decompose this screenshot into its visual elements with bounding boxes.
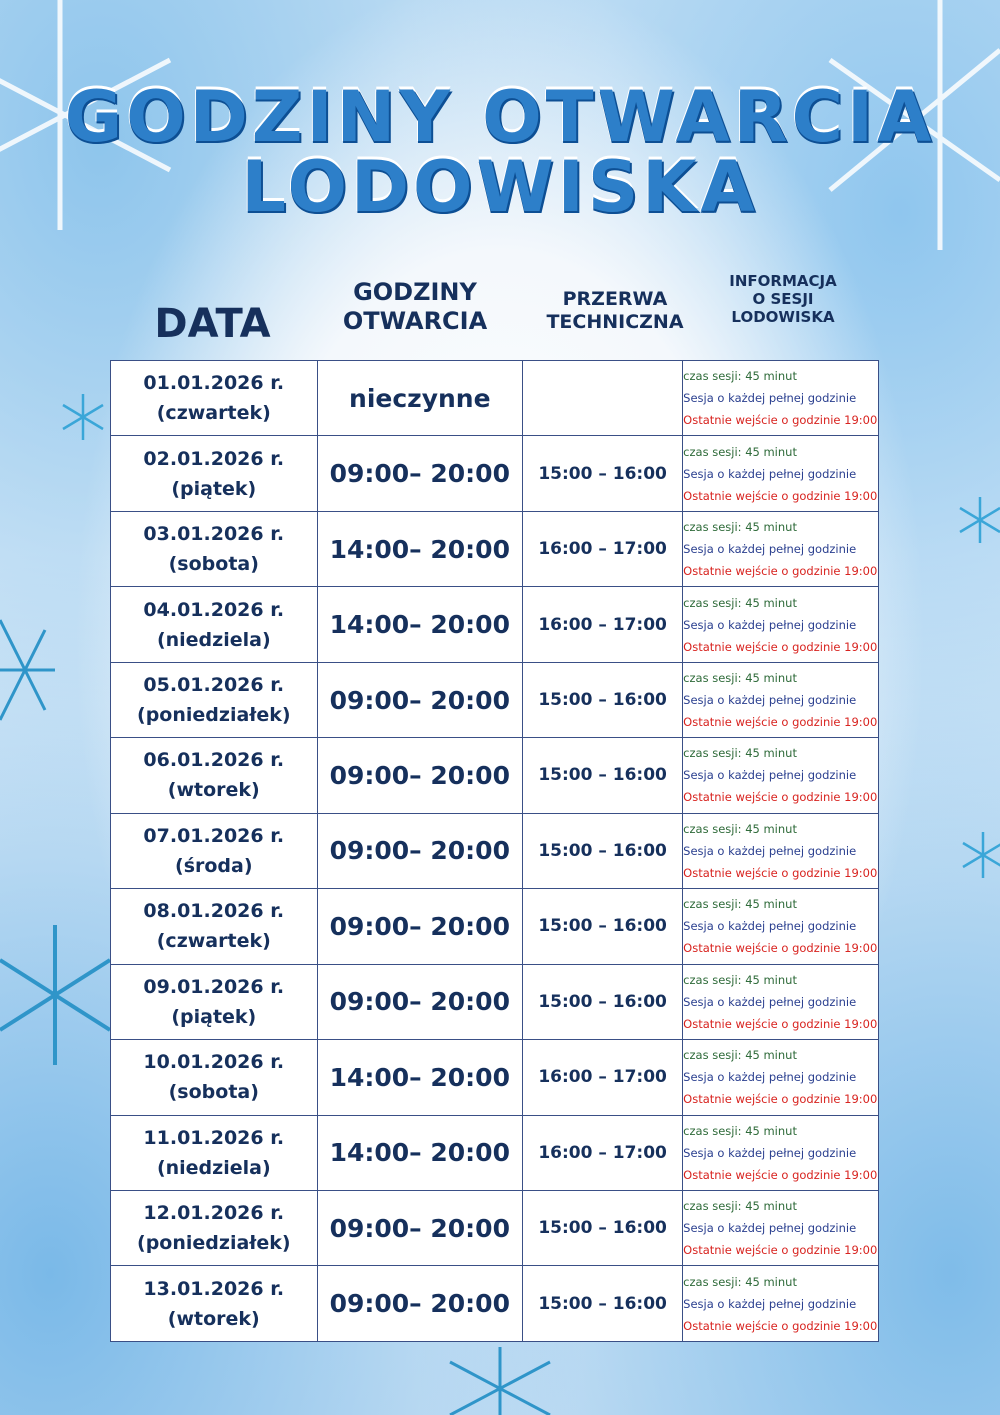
session-info-cell [683, 361, 879, 436]
technical-break-cell [523, 361, 683, 436]
header-break-line2: TECHNICZNA [546, 310, 684, 333]
opening-hours-cell: 09:00– 20:00 [317, 964, 522, 1039]
session-time-text: czas sesji: 45 minut [683, 1048, 797, 1063]
session-info-cell [683, 1115, 879, 1190]
table-row [111, 813, 879, 888]
table-row [111, 361, 879, 436]
date-text: 03.01.2026 r. [143, 523, 285, 546]
opening-hours-cell: 09:00– 20:00 [317, 1266, 522, 1342]
weekday-text: (czwartek) [156, 930, 271, 953]
header-technical-break [525, 288, 705, 334]
last-entry-text: Ostatnie wejście o godzinie 19:00 [683, 564, 878, 579]
date-text: 05.01.2026 r. [143, 674, 285, 697]
session-every-hour-text: Sesja o każdej pełnej godzinie [683, 542, 857, 557]
last-entry-text: Ostatnie wejście o godzinie 19:00 [683, 715, 878, 730]
session-every-hour-text: Sesja o każdej pełnej godzinie [683, 466, 857, 481]
table-row [111, 511, 879, 586]
opening-hours-cell: nieczynne [317, 361, 522, 436]
session-time-text: czas sesji: 45 minut [683, 595, 797, 610]
header-hours-line1: GODZINY [353, 278, 477, 306]
date-cell [111, 511, 318, 586]
schedule-table [110, 360, 879, 1342]
table-row [111, 587, 879, 662]
date-cell [111, 1115, 318, 1190]
date-text: 12.01.2026 r. [143, 1202, 285, 1225]
session-every-hour-text: Sesja o każdej pełnej godzinie [683, 919, 857, 934]
weekday-text: (wtorek) [167, 1307, 260, 1330]
date-cell [111, 1040, 318, 1115]
header-session-info [698, 272, 868, 326]
date-cell [111, 1190, 318, 1265]
table-row [111, 1115, 879, 1190]
snowflake-icon [0, 610, 60, 730]
technical-break-cell: 15:00 – 16:00 [523, 1190, 683, 1265]
last-entry-text: Ostatnie wejście o godzinie 19:00 [683, 1318, 878, 1333]
session-time-text: czas sesji: 45 minut [683, 972, 797, 987]
date-cell [111, 436, 318, 511]
table-row [111, 436, 879, 511]
snowflake-icon [440, 1342, 560, 1415]
last-entry-text: Ostatnie wejście o godzinie 19:00 [683, 941, 878, 956]
page-title-line2: LODOWISKA [241, 146, 759, 228]
weekday-text: (środa) [175, 854, 253, 877]
date-text: 04.01.2026 r. [143, 598, 285, 621]
table-row [111, 964, 879, 1039]
last-entry-text: Ostatnie wejście o godzinie 19:00 [683, 639, 878, 654]
opening-hours-cell: 09:00– 20:00 [317, 889, 522, 964]
last-entry-text: Ostatnie wejście o godzinie 19:00 [683, 1016, 878, 1031]
technical-break-cell: 15:00 – 16:00 [523, 738, 683, 813]
session-info-cell [683, 738, 879, 813]
table-row [111, 1190, 879, 1265]
session-info-cell [683, 1266, 879, 1342]
last-entry-text: Ostatnie wejście o godzinie 19:00 [683, 865, 878, 880]
technical-break-cell: 15:00 – 16:00 [523, 813, 683, 888]
opening-hours-cell: 09:00– 20:00 [317, 813, 522, 888]
opening-hours-cell: 09:00– 20:00 [317, 662, 522, 737]
date-cell [111, 889, 318, 964]
session-info-cell [683, 662, 879, 737]
header-date: DATA [154, 301, 271, 347]
date-text: 01.01.2026 r. [143, 372, 285, 395]
last-entry-text: Ostatnie wejście o godzinie 19:00 [683, 1092, 878, 1107]
last-entry-text: Ostatnie wejście o godzinie 19:00 [683, 488, 878, 503]
session-every-hour-text: Sesja o każdej pełnej godzinie [683, 1221, 857, 1236]
session-time-text: czas sesji: 45 minut [683, 1123, 797, 1138]
date-text: 10.01.2026 r. [143, 1051, 285, 1074]
session-every-hour-text: Sesja o każdej pełnej godzinie [683, 1296, 857, 1311]
session-every-hour-text: Sesja o każdej pełnej godzinie [683, 843, 857, 858]
last-entry-text: Ostatnie wejście o godzinie 19:00 [683, 413, 878, 428]
session-info-cell [683, 889, 879, 964]
header-opening-hours [310, 278, 520, 336]
date-cell [111, 964, 318, 1039]
session-time-text: czas sesji: 45 minut [683, 1274, 797, 1289]
technical-break-cell: 16:00 – 17:00 [523, 1040, 683, 1115]
last-entry-text: Ostatnie wejście o godzinie 19:00 [683, 790, 878, 805]
session-every-hour-text: Sesja o każdej pełnej godzinie [683, 768, 857, 783]
date-cell [111, 1266, 318, 1342]
date-text: 02.01.2026 r. [143, 447, 285, 470]
date-cell [111, 813, 318, 888]
session-time-text: czas sesji: 45 minut [683, 1199, 797, 1214]
session-info-cell [683, 1190, 879, 1265]
opening-hours-cell: 09:00– 20:00 [317, 1190, 522, 1265]
date-text: 08.01.2026 r. [143, 900, 285, 923]
weekday-text: (niedziela) [156, 1156, 271, 1179]
table-row [111, 1040, 879, 1115]
technical-break-cell: 15:00 – 16:00 [523, 1266, 683, 1342]
date-cell [111, 587, 318, 662]
technical-break-cell: 15:00 – 16:00 [523, 889, 683, 964]
snowflake-icon [958, 830, 1000, 880]
session-every-hour-text: Sesja o każdej pełnej godzinie [683, 994, 857, 1009]
opening-hours-cell: 14:00– 20:00 [317, 1115, 522, 1190]
weekday-text: (czwartek) [156, 402, 271, 425]
header-hours-line2: OTWARCIA [342, 306, 488, 335]
session-every-hour-text: Sesja o każdej pełnej godzinie [683, 1145, 857, 1160]
weekday-text: (sobota) [168, 1081, 259, 1104]
table-row [111, 1266, 879, 1342]
session-time-text: czas sesji: 45 minut [683, 897, 797, 912]
weekday-text: (piątek) [171, 477, 257, 500]
session-every-hour-text: Sesja o każdej pełnej godzinie [683, 693, 857, 708]
session-time-text: czas sesji: 45 minut [683, 821, 797, 836]
date-text: 09.01.2026 r. [143, 975, 285, 998]
session-time-text: czas sesji: 45 minut [683, 746, 797, 761]
date-cell [111, 361, 318, 436]
date-cell [111, 662, 318, 737]
session-time-text: czas sesji: 45 minut [683, 671, 797, 686]
weekday-text: (poniedziałek) [137, 1232, 291, 1255]
session-info-cell [683, 964, 879, 1039]
date-text: 11.01.2026 r. [143, 1126, 285, 1149]
last-entry-text: Ostatnie wejście o godzinie 19:00 [683, 1243, 878, 1258]
weekday-text: (sobota) [168, 553, 259, 576]
date-text: 07.01.2026 r. [143, 824, 285, 847]
session-every-hour-text: Sesja o każdej pełnej godzinie [683, 617, 857, 632]
technical-break-cell: 16:00 – 17:00 [523, 511, 683, 586]
session-info-cell [683, 587, 879, 662]
snowflake-icon [955, 495, 1000, 545]
session-time-text: czas sesji: 45 minut [683, 444, 797, 459]
header-info-line3: LODOWISKA [731, 308, 835, 326]
session-every-hour-text: Sesja o każdej pełnej godzinie [683, 1070, 857, 1085]
page-title-line1: GODZINY OTWARCIA [64, 76, 936, 158]
opening-hours-cell: 14:00– 20:00 [317, 511, 522, 586]
technical-break-cell: 16:00 – 17:00 [523, 1115, 683, 1190]
session-info-cell [683, 1040, 879, 1115]
header-break-line1: PRZERWA [562, 288, 668, 310]
opening-hours-cell: 14:00– 20:00 [317, 587, 522, 662]
date-text: 13.01.2026 r. [143, 1277, 285, 1300]
opening-hours-cell: 09:00– 20:00 [317, 738, 522, 813]
table-row [111, 738, 879, 813]
opening-hours-cell: 09:00– 20:00 [317, 436, 522, 511]
date-cell [111, 738, 318, 813]
session-every-hour-text: Sesja o każdej pełnej godzinie [683, 391, 857, 406]
technical-break-cell: 15:00 – 16:00 [523, 964, 683, 1039]
session-info-cell [683, 436, 879, 511]
weekday-text: (wtorek) [167, 779, 260, 802]
weekday-text: (piątek) [171, 1005, 257, 1028]
session-time-text: czas sesji: 45 minut [683, 520, 797, 535]
technical-break-cell: 16:00 – 17:00 [523, 587, 683, 662]
technical-break-cell: 15:00 – 16:00 [523, 436, 683, 511]
snowflake-icon [58, 392, 108, 442]
date-text: 06.01.2026 r. [143, 749, 285, 772]
header-info-line2: O SESJI [752, 290, 814, 308]
weekday-text: (niedziela) [156, 628, 271, 651]
last-entry-text: Ostatnie wejście o godzinie 19:00 [683, 1167, 878, 1182]
snowflake-icon [0, 920, 110, 1070]
weekday-text: (poniedziałek) [137, 704, 291, 727]
session-info-cell [683, 511, 879, 586]
opening-hours-cell: 14:00– 20:00 [317, 1040, 522, 1115]
technical-break-cell: 15:00 – 16:00 [523, 662, 683, 737]
table-row [111, 662, 879, 737]
session-info-cell [683, 813, 879, 888]
table-row [111, 889, 879, 964]
header-info-line1: INFORMACJA [729, 272, 837, 290]
session-time-text: czas sesji: 45 minut [683, 369, 797, 384]
